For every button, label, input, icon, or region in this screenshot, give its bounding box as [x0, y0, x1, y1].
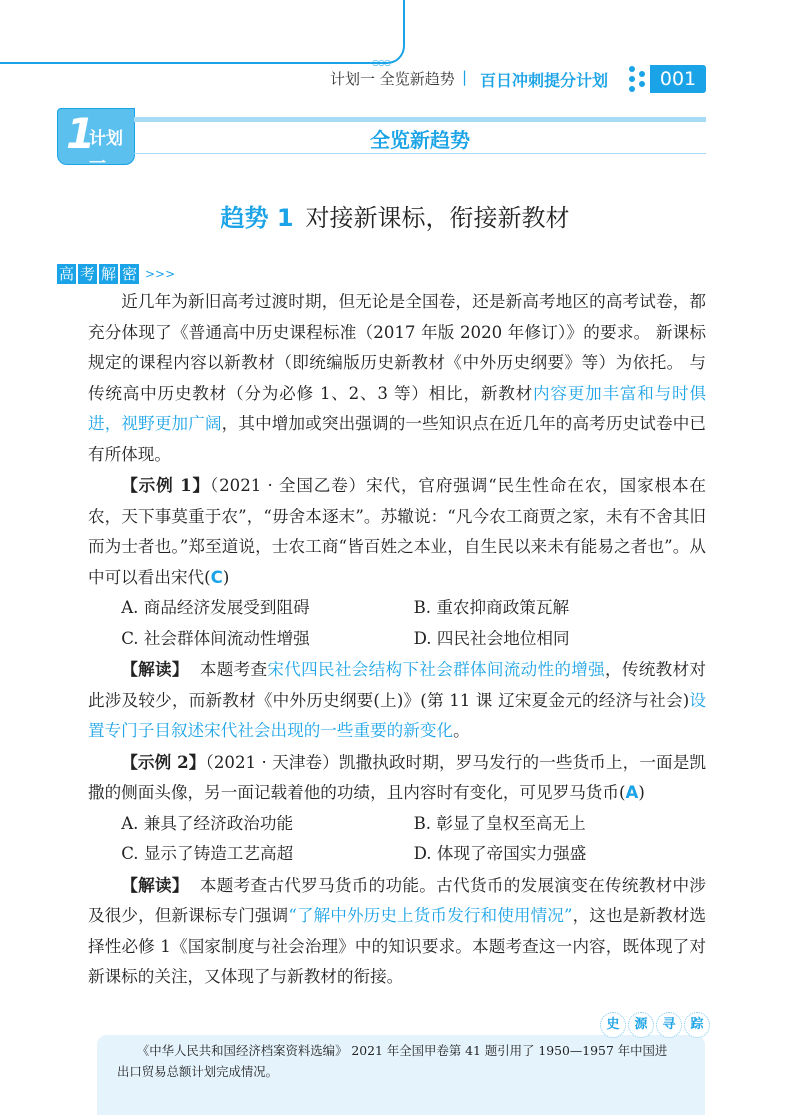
text: 。 [453, 721, 470, 740]
tag-char: 寻 [656, 1012, 682, 1038]
plan-number: 1 [66, 109, 96, 158]
tag-char: 源 [628, 1012, 654, 1038]
options [88, 593, 706, 654]
text: 近几年为新旧高考过渡时期，但无论是全国卷，还是新高考地区的高考试卷，都充分体现了《普通高中历史课程标准（2017 年版 2020 年修订）》的要求。 新课标规定的课程内容以新教材（即统编版历史新教材《中外历史纲要》等）为依托。 与传统高中历史教材（分为必修 1、2、3 等）相比，新教材 [88, 292, 706, 403]
option: A. 商品经济发展受到阻碍 [121, 598, 310, 617]
header-separator: | [462, 68, 468, 86]
text: 本题考查 [199, 660, 268, 679]
option: D. 四民社会地位相同 [413, 628, 570, 648]
section-char: 考 [79, 265, 95, 283]
running-header-section: 计划一 全览新趋势 [330, 70, 455, 88]
plan-label: 计划一 [89, 129, 123, 174]
answer: A [625, 783, 639, 802]
trend-label: 趋势 1 [220, 204, 294, 232]
highlight: 设置专门子目叙述宋代社会出现的一些重要的新变化 [88, 690, 706, 740]
tag-char: 史 [600, 1012, 626, 1038]
section-heading [57, 264, 175, 284]
option: C. 社会群体间流动性增强 [121, 628, 310, 648]
example-1 [88, 470, 706, 593]
text: ，这也是新教材选择性必修 1《国家制度与社会治理》中的知识要求。本题考查这一内容，既体现了对新课标的关注，又体现了与新教材的衔接。 [88, 906, 707, 986]
analysis-2 [88, 870, 706, 993]
plan-badge [57, 108, 135, 174]
molecule-icon [628, 66, 648, 92]
example-label: 【示例 1】 [121, 475, 210, 495]
option: D. 体现了帝国实力强盛 [413, 844, 587, 863]
option: A. 兼具了经济政治功能 [121, 813, 294, 833]
text: ) [222, 567, 230, 587]
plan-bar-bottom [134, 153, 706, 154]
page-number: 001 [650, 65, 706, 93]
analysis-label: 【解读】 [121, 659, 189, 679]
options [88, 809, 706, 870]
text: ，传统教材对此涉及较少，而新教材《中外历史纲要(上)》(第 11 课 辽宋夏金元的经济与社会) [88, 660, 706, 710]
trend-heading [0, 198, 790, 233]
highlight: “了解中外历史上货币发行和使用情况” [288, 906, 573, 925]
highlight: 内容更加丰富和与时俱进，视野更加广阔 [88, 383, 706, 433]
example-label: 【示例 2】 [121, 751, 206, 772]
text: ) [638, 783, 645, 802]
section-char: 密 [121, 265, 137, 283]
answer: C [210, 567, 223, 587]
option: B. 彰显了皇权至高无上 [413, 813, 586, 833]
plan-bar-top [134, 117, 706, 122]
analysis-1 [88, 654, 706, 747]
text: ，其中增加或突出强调的一些知识点在近几年的高考历史试卷中已有所体现。 [88, 414, 707, 464]
trend-title: 对接新课标，衔接新教材 [305, 204, 570, 232]
arrows-icon: >>> [145, 267, 176, 281]
plan-title: 全览新趋势 [370, 128, 470, 152]
section-char: 高 [58, 265, 74, 283]
source-text: 《中华人民共和国经济档案资料选编》 2021 年全国甲卷第 41 题引用了 1950—1957 年中国进出口贸易总额计划完成情况。 [117, 1043, 668, 1079]
highlight: 宋代四民社会结构下社会群体间流动性的增强 [267, 660, 605, 679]
example-2 [88, 747, 706, 809]
section-char: 解 [100, 265, 116, 283]
tag-char: 踪 [684, 1012, 710, 1038]
header-frame-line [0, 0, 405, 64]
analysis-label: 【解读】 [121, 874, 189, 895]
body-text [88, 287, 706, 993]
question-stem: （2021 · 天津卷）凯撒执政时期，罗马发行的一些货币上，一面是凯撒的侧面头像，另一面记载着他的功绩，且内容时有变化，可见罗马货币( [88, 752, 706, 802]
option: B. 重农抑商政策瓦解 [413, 598, 570, 617]
intro-paragraph [88, 287, 706, 470]
option: C. 显示了铸造工艺高超 [121, 844, 294, 863]
decorative-dots-icon: ○○○ [372, 58, 390, 67]
running-header-book: 百日冲刺提分计划 [480, 71, 609, 90]
question-stem: （2021 · 全国乙卷）宋代，官府强调“民生性命在农，国家根本在农，天下事莫重于农”，“毋舍本逐末”。苏辙说：“凡今农工商贾之家，未有不舍其旧而为士者也。”郑至道说，士农工商“皆百姓之本业，自生民以来未有能易之者也”。从中可以看出宋代( [88, 476, 706, 587]
source-tag [600, 1012, 710, 1038]
text: 本题考查古代罗马货币的功能。古代货币的发展演变在传统教材中涉及很少，但新课标专门强调 [88, 875, 706, 925]
